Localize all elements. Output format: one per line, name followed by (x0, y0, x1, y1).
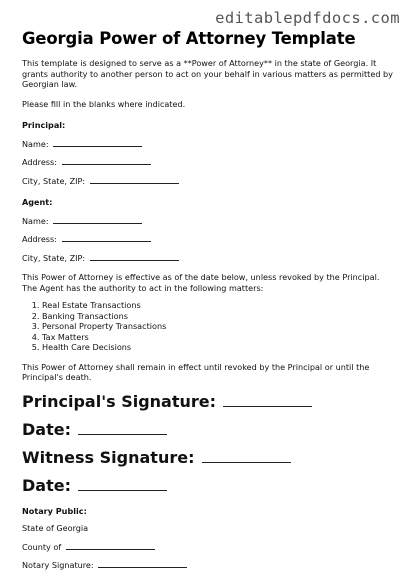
principal-heading: Principal: (22, 120, 66, 130)
notary-county-field[interactable] (66, 541, 155, 550)
principal-name-field[interactable] (53, 138, 142, 147)
agent-name-field[interactable] (53, 215, 142, 224)
agent-name-line (22, 215, 394, 227)
instruction-text: Please fill in the blanks where indicated. (22, 98, 186, 109)
list-item: 2. Banking Transactions (42, 311, 394, 322)
matters-list (22, 300, 394, 353)
notary-county-label: County of (22, 541, 62, 552)
agent-address-label: Address: (22, 234, 57, 244)
notary-county-line (22, 541, 394, 553)
notary-state-line: State of Georgia (22, 523, 89, 533)
date-line-2 (22, 476, 394, 495)
witness-signature-field[interactable] (202, 454, 291, 463)
agent-address-field[interactable] (62, 233, 151, 242)
notary-signature-field[interactable] (98, 559, 187, 568)
notary-signature-line (22, 559, 394, 571)
principal-signature-field[interactable] (223, 398, 312, 407)
principal-city-label: City, State, ZIP: (22, 175, 86, 186)
date-field-1[interactable] (78, 426, 167, 435)
list-item: 1. Real Estate Transactions (42, 300, 394, 311)
effective-paragraph: This Power of Attorney is effective as of the date below, unless revoked by the Principal. The Agent has the authority to act in the following matters: (22, 272, 380, 293)
list-item: 5. Health Care Decisions (42, 342, 394, 353)
date-line-1 (22, 420, 394, 439)
document-page (22, 28, 394, 571)
date-field-2[interactable] (78, 482, 167, 491)
list-item: 3. Personal Property Transactions (42, 321, 394, 332)
intro-paragraph: This template is designed to serve as a **Power of Attorney** in the state of Georgia. It grants authority to another person to act on your behalf in various matters as permitted by Georgian law. (22, 58, 393, 89)
principal-signature-label: Principal's Signature: (22, 391, 217, 411)
watermark: editablepdfdocs.com (215, 9, 400, 27)
notary-signature-label: Notary Signature: (22, 560, 94, 570)
agent-city-label: City, State, ZIP: (22, 252, 86, 263)
agent-city-field[interactable] (90, 252, 179, 261)
principal-city-line (22, 175, 394, 187)
principal-address-line (22, 156, 394, 168)
agent-address-line (22, 233, 394, 245)
notary-heading: Notary Public: (22, 505, 87, 516)
agent-name-label: Name: (22, 215, 49, 226)
principal-address-label: Address: (22, 157, 57, 167)
witness-signature-label: Witness Signature: (22, 447, 195, 467)
document-title: Georgia Power of Attorney Template (22, 29, 356, 48)
principal-name-label: Name: (22, 138, 49, 149)
principal-name-line (22, 138, 394, 150)
principal-signature-line (22, 392, 394, 411)
date-label-2: Date: (22, 475, 71, 495)
agent-heading: Agent: (22, 197, 53, 207)
agent-city-line (22, 252, 394, 264)
remain-paragraph: This Power of Attorney shall remain in effect until revoked by the Principal or until the Principal's death. (22, 361, 370, 382)
list-item: 4. Tax Matters (42, 332, 394, 343)
principal-city-field[interactable] (90, 175, 179, 184)
principal-address-field[interactable] (62, 156, 151, 165)
witness-signature-line (22, 448, 394, 467)
date-label-1: Date: (22, 419, 71, 439)
